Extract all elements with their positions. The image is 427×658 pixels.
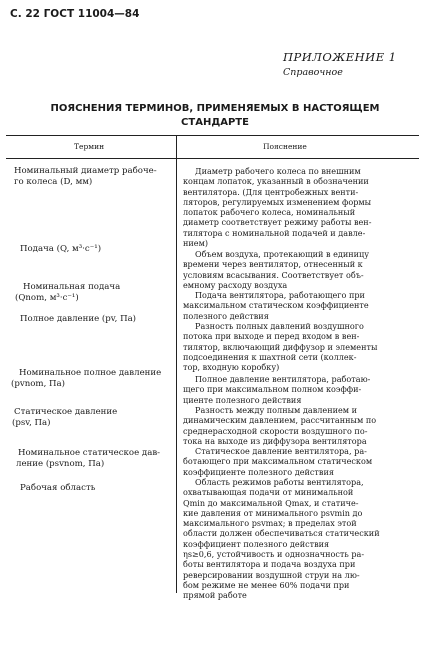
term-nominal-diameter: Номинальный диаметр рабоче- го колеса (D, мм): [14, 166, 157, 187]
column-header-explanation: Пояснение: [263, 142, 307, 151]
explanation-nominal-diameter: Диаметр рабочего колеса по внешним концам лопаток, указанный в обозначении вентилятора. (Для центробежных венти- ляторов, регулируемых изменением формы лопаток рабочего колеса, номинальный диаметр соответствует режиму работы вен- тилятора с номинальной подачей и давле- нием): [183, 166, 372, 249]
term-working-area: Рабочая область: [20, 483, 96, 493]
table-header-rule: [6, 158, 419, 159]
term-total-pressure: Полное давление (pv, Па): [20, 314, 137, 324]
explanation-nominal-flow: Подача вентилятора, работающего при максимальном статическом коэффициенте полезного действия: [183, 290, 369, 321]
explanation-nominal-total-pressure: Полное давление вентилятора, работаю- щего при максимальном полном коэффи- циенте полезного действия: [183, 374, 371, 405]
document-title: [30, 102, 400, 130]
term-flow: Подача (Q, м³·с⁻¹): [20, 244, 102, 254]
explanation-total-pressure: Разность полных давлений воздушного потока при выходе и перед входом в вен- тилятор, включающий диффузор и элементы подсоединения к шахтной сети (коллек- тор, входную коробку): [183, 321, 378, 373]
explanation-flow: Объем воздуха, протекающий в единицу времени через вентилятор, отнесенный к условиям всасывания. Соответствует объ- емному расходу воздуха: [183, 249, 370, 290]
page-header: С. 22 ГОСТ 11004—84: [10, 8, 140, 20]
explanation-static-pressure: Разность между полным давлением и динамическим давлением, рассчитанным по среднерасходной скорости воздушного по- тока на выходе из диффузора вентилятора: [183, 405, 377, 446]
table-top-rule: [6, 135, 419, 136]
title-line-1: ПОЯСНЕНИЯ ТЕРМИНОВ, ПРИМЕНЯЕМЫХ В НАСТОЯЩЕМ: [50, 103, 380, 114]
term-nominal-total-pressure: Номинальное полное давление (pvnom, Па): [11, 368, 162, 389]
term-nominal-static-pressure: Номинальное статическое дав- ление (psvnom, Па): [16, 448, 161, 469]
term-static-pressure: Статическое давление (psv, Па): [12, 407, 118, 428]
column-header-term: Термин: [74, 142, 105, 151]
explanation-working-area: Область режимов работы вентилятора, охватывающая подачи от минимальной Qmin до максимальной Qmax, и статиче- кие давления от минимального psvmin до максимального psvmax; в пределах этой области должен обеспечиваться статический коэффициент полезного действия ηs≥0,6, устойчивость и однозначность ра- боты вентилятора и подача воздуха при реверсировании воздушной струи на лю- бом режиме не менее 60% подачи при прямой работе: [183, 477, 380, 601]
appendix-subtitle: Справочное: [283, 67, 343, 78]
title-line-2: СТАНДАРТЕ: [181, 117, 249, 128]
term-nominal-flow: Номинальная подача (Qnom, м³·с⁻¹): [15, 282, 121, 303]
appendix-label: ПРИЛОЖЕНИЕ 1: [283, 50, 397, 64]
explanation-nominal-static-pressure: Статическое давление вентилятора, ра- ботающего при максимальном статическом коэффициенте полезного действия: [183, 446, 373, 477]
table-column-divider: [176, 135, 177, 593]
